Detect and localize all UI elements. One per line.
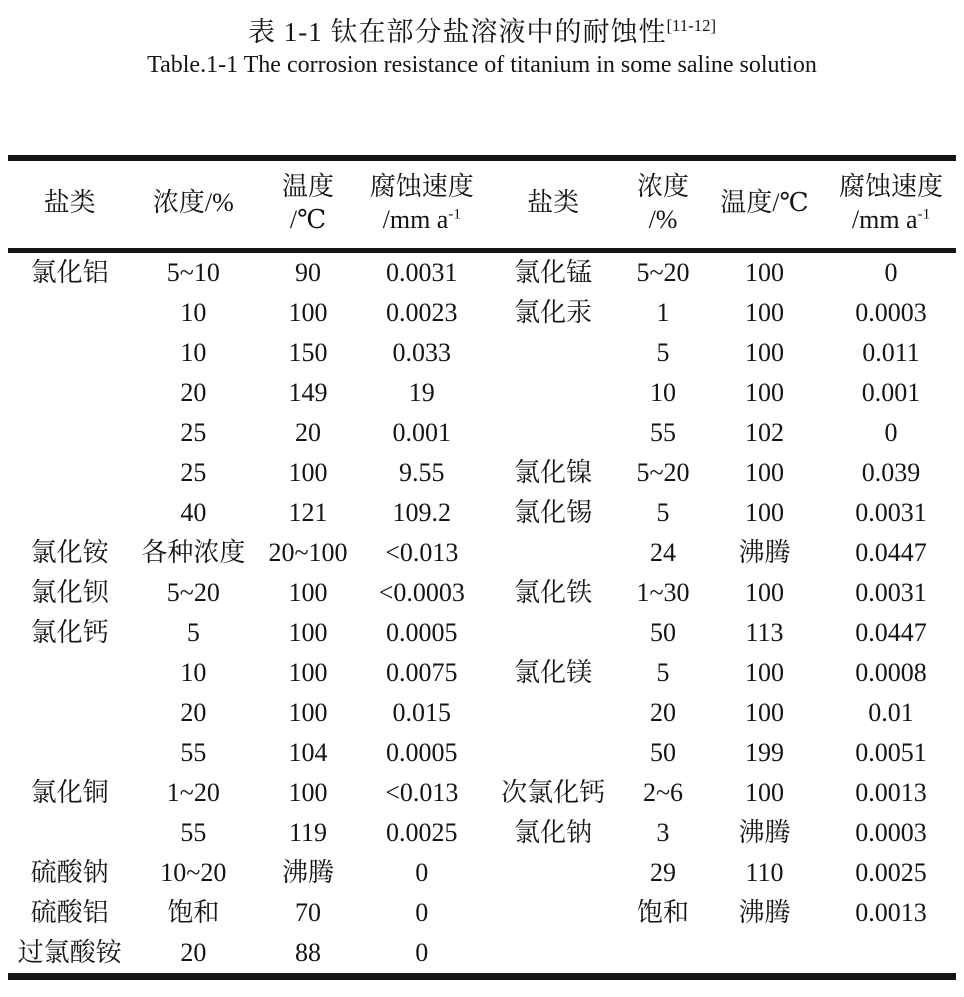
table-cell: 9.55: [399, 458, 445, 487]
table-cell: [8, 333, 131, 373]
table-cell: 100: [744, 258, 784, 287]
column-header-line: /℃: [289, 204, 327, 234]
column-header-line: 温度: [282, 172, 335, 201]
table-cell: [8, 493, 131, 533]
table-row: [8, 613, 956, 653]
table-cell: [8, 813, 131, 853]
table-row: [8, 693, 956, 733]
table-cell: 109.2: [392, 498, 452, 527]
table-cell: 5: [656, 498, 670, 527]
table-cell: 氯化铜: [30, 778, 109, 807]
table-cell: 20: [650, 698, 677, 727]
table-cell: 50: [650, 738, 677, 767]
table-cell: [483, 613, 623, 653]
column-header: [703, 158, 826, 251]
table-cell: 1~20: [166, 778, 220, 807]
table-cell: [8, 453, 131, 493]
table-cell: 149: [288, 378, 328, 407]
table-cell: 100: [288, 298, 328, 327]
table-cell: 氯化铵: [30, 538, 109, 567]
table-cell: 氯化钠: [514, 818, 593, 847]
table-cell: 0.0013: [855, 898, 927, 927]
table-cell: 各种浓度: [141, 538, 246, 567]
table-row: [8, 373, 956, 413]
table-cell: 0.0447: [855, 538, 927, 567]
table-header: [8, 158, 956, 251]
table-cell: 5: [656, 338, 670, 367]
table-cell: [483, 853, 623, 893]
table-cell: 100: [744, 458, 784, 487]
table-row: [8, 453, 956, 493]
table-cell: [483, 533, 623, 573]
column-header-line: 盐类: [527, 188, 580, 218]
table-cell: 5~20: [636, 258, 690, 287]
table-cell: [483, 373, 623, 413]
table-cell: 100: [744, 378, 784, 407]
table-cell: [483, 733, 623, 773]
table-cell: 2~6: [642, 778, 684, 807]
table-cell: 5~20: [636, 458, 690, 487]
table-cell: 100: [288, 698, 328, 727]
table-cell: 沸腾: [738, 818, 791, 847]
table-cell: 19: [408, 378, 435, 407]
table-cell: 113: [745, 618, 784, 647]
table-cell: 0.0031: [386, 258, 458, 287]
table-cell: [8, 653, 131, 693]
table-cell: 硫酸铝: [30, 898, 109, 927]
column-header-line: 浓度: [637, 172, 690, 201]
table-cell: 100: [744, 698, 784, 727]
table-cell: 0: [415, 858, 429, 887]
table-cell: 100: [744, 298, 784, 327]
table-cell: 199: [744, 738, 784, 767]
table-cell: 0.0005: [386, 738, 458, 767]
table-cell: 0.0031: [855, 498, 927, 527]
title-reference-superscript: [11-12]: [666, 16, 717, 35]
table-cell: 20~100: [268, 538, 348, 567]
table-cell: 氯化铁: [514, 578, 593, 607]
table-row: [8, 773, 956, 813]
table-cell: 121: [288, 498, 328, 527]
table-cell: 100: [744, 778, 784, 807]
table-cell: 5~20: [166, 578, 220, 607]
table-row: [8, 933, 956, 977]
table-cell: 0.001: [861, 378, 921, 407]
table-cell: 沸腾: [738, 898, 791, 927]
table-cell: 0.033: [392, 338, 452, 367]
table-cell: 100: [288, 578, 328, 607]
table-cell: 24: [650, 538, 677, 567]
table-cell: 119: [289, 818, 328, 847]
table-cell: 90: [295, 258, 322, 287]
table-cell: 氯化锰: [514, 258, 593, 287]
table-row: [8, 653, 956, 693]
table-row: [8, 413, 956, 453]
table-cell: 饱和: [167, 898, 220, 927]
table-cell: 40: [180, 498, 207, 527]
table-cell: 10~20: [160, 858, 227, 887]
table-cell: 沸腾: [282, 858, 335, 887]
table-cell: <0.013: [385, 538, 459, 567]
column-header: [131, 158, 255, 251]
column-header: [255, 158, 360, 251]
table-cell: [8, 293, 131, 333]
table-row: [8, 853, 956, 893]
table-cell: 1: [656, 298, 670, 327]
table-row: [8, 733, 956, 773]
table-cell: 0.0023: [386, 298, 458, 327]
title-chinese-text: 表 1-1 钛在部分盐溶液中的耐蚀性: [247, 17, 667, 47]
column-header-line: /%: [648, 204, 678, 234]
table-cell: 5: [656, 658, 670, 687]
table-cell: 100: [744, 658, 784, 687]
table-cell: 0.015: [392, 698, 452, 727]
table-cell: 10: [180, 298, 207, 327]
table-cell: 0.0025: [855, 858, 927, 887]
column-header-line: 腐蚀速度: [839, 172, 944, 201]
table-cell: 0.0003: [855, 818, 927, 847]
table-cell: 29: [650, 858, 677, 887]
table-cell: [623, 933, 703, 977]
table-cell: 0.01: [868, 698, 914, 727]
table-cell: 20: [180, 378, 207, 407]
table-cell: 70: [295, 898, 322, 927]
column-header-line: /mm $a^{-1}$: [851, 204, 931, 234]
table-cell: 氯化镁: [514, 658, 593, 687]
table-cell: 10: [180, 658, 207, 687]
column-header: [826, 158, 956, 251]
table-cell: 100: [744, 338, 784, 367]
table-cell: 0.0075: [386, 658, 458, 687]
table-cell: [703, 933, 826, 977]
table-cell: 55: [180, 818, 207, 847]
table-cell: 0.0031: [855, 578, 927, 607]
table-body: [8, 251, 956, 977]
table-cell: 104: [288, 738, 328, 767]
table-cell: 150: [288, 338, 328, 367]
table-cell: 0.0447: [855, 618, 927, 647]
table-cell: 次氯化钙: [501, 778, 606, 807]
table-cell: 0.0051: [855, 738, 927, 767]
column-header-line: 浓度/%: [152, 188, 234, 218]
table-cell: 0.011: [862, 338, 920, 367]
column-header-line: /mm $a^{-1}$: [382, 204, 461, 234]
table-cell: 氯化汞: [514, 298, 593, 327]
table-cell: [8, 733, 131, 773]
table-cell: 过氯酸铵: [17, 938, 122, 967]
table-cell: 102: [744, 418, 784, 447]
table-cell: 1~30: [636, 578, 690, 607]
table-cell: 0: [415, 938, 429, 967]
table-row: [8, 251, 956, 294]
header-row: [8, 158, 956, 251]
table-cell: 20: [295, 418, 322, 447]
table-cell: [483, 333, 623, 373]
table-cell: 20: [180, 938, 207, 967]
column-header-line: 腐蚀速度: [369, 172, 474, 201]
table-cell: 110: [745, 858, 784, 887]
table-cell: [826, 933, 956, 977]
table-cell: 25: [180, 458, 207, 487]
table-cell: 0.039: [861, 458, 921, 487]
table-cell: [8, 693, 131, 733]
table-cell: 55: [650, 418, 677, 447]
corrosion-resistance-table: [8, 155, 956, 980]
table-cell: 100: [288, 458, 328, 487]
table-cell: 100: [288, 618, 328, 647]
table-cell: 100: [744, 578, 784, 607]
table-cell: [8, 373, 131, 413]
column-header: [483, 158, 623, 251]
table-cell: 25: [180, 418, 207, 447]
table-title-english: Table.1-1 The corrosion resistance of titanium in some saline solution: [147, 52, 817, 78]
column-header-line: 盐类: [43, 188, 96, 218]
table-cell: 88: [295, 938, 322, 967]
table-row: [8, 333, 956, 373]
column-header: [623, 158, 703, 251]
table-row: [8, 493, 956, 533]
table-cell: 氯化锡: [514, 498, 593, 527]
table-cell: 0: [884, 258, 898, 287]
table-row: [8, 533, 956, 573]
table-cell: 3: [656, 818, 670, 847]
table-row: [8, 573, 956, 613]
table-cell: 沸腾: [738, 538, 791, 567]
table-cell: 100: [288, 658, 328, 687]
table-cell: 硫酸钠: [30, 858, 109, 887]
table-cell: 5~10: [166, 258, 220, 287]
table-cell: [483, 933, 623, 977]
table-cell: <0.0003: [378, 578, 465, 607]
table-cell: [483, 413, 623, 453]
table-cell: 10: [650, 378, 677, 407]
table-row: [8, 893, 956, 933]
table-cell: [8, 413, 131, 453]
table-cell: 50: [650, 618, 677, 647]
table-cell: 10: [180, 338, 207, 367]
table-cell: 饱和: [637, 898, 690, 927]
table-row: [8, 293, 956, 333]
table-cell: 氯化钡: [30, 578, 109, 607]
table-cell: [483, 693, 623, 733]
table-row: [8, 813, 956, 853]
table-cell: 0.0013: [855, 778, 927, 807]
table-cell: 氯化镍: [514, 458, 593, 487]
table-title-chinese: [0, 10, 964, 49]
table-cell: 0.0003: [855, 298, 927, 327]
table-cell: <0.013: [385, 778, 459, 807]
table-cell: 55: [180, 738, 207, 767]
table-cell: 0: [415, 898, 429, 927]
table-cell: 0.0005: [386, 618, 458, 647]
table-cell: 5: [186, 618, 200, 647]
table-cell: [483, 893, 623, 933]
table-cell: 100: [288, 778, 328, 807]
column-header: [8, 158, 131, 251]
table-cell: 100: [744, 498, 784, 527]
table-cell: 0.0025: [386, 818, 458, 847]
table-cell: 0: [884, 418, 898, 447]
table-cell: 0.0008: [855, 658, 927, 687]
table-cell: 氯化铝: [30, 258, 109, 287]
table-cell: 20: [180, 698, 207, 727]
table-cell: 氯化钙: [30, 618, 109, 647]
column-header-line: 温度/℃: [720, 188, 809, 218]
column-header: [361, 158, 483, 251]
table-cell: 0.001: [392, 418, 452, 447]
